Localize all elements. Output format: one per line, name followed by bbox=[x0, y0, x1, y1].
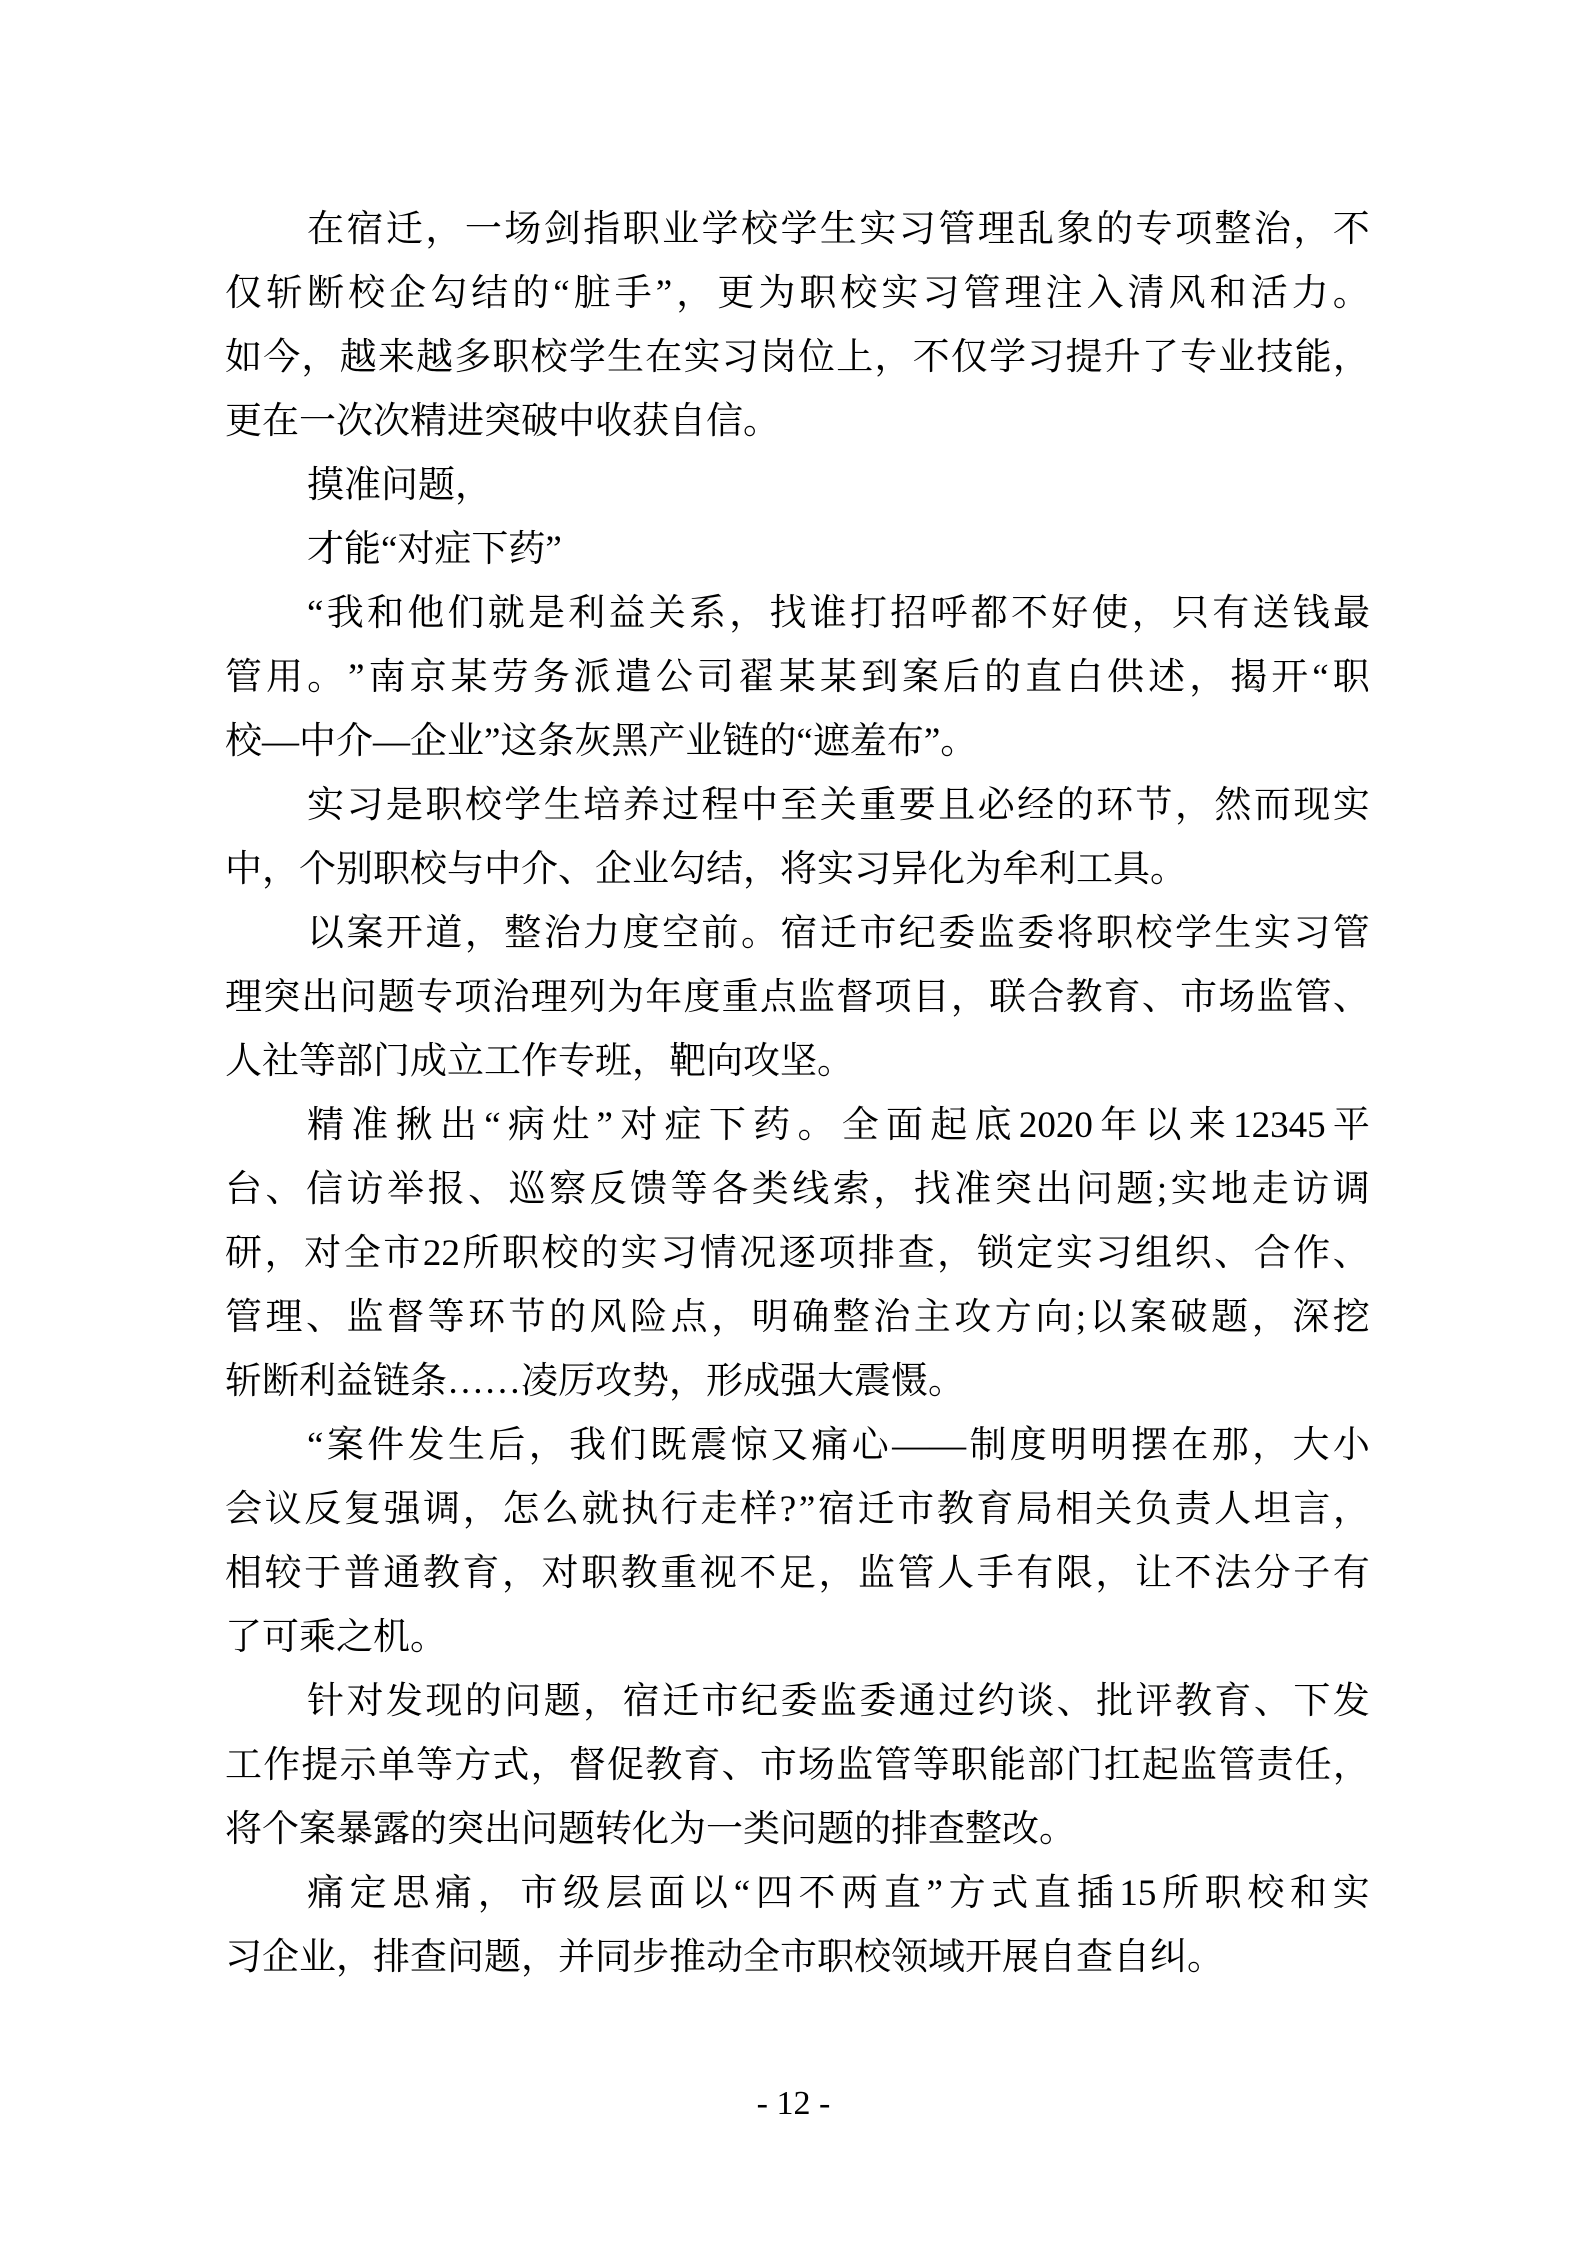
text-line: 理 突 出 问 题 专 项 治 理 列 为 年 度 重 点 监 督 项 目 ， 联 合 教 育 、 市 场 监 管 、 bbox=[225, 977, 1370, 1018]
text-line: 更在一次次精进突破中收获自信。 bbox=[225, 401, 780, 442]
text-line: 管 理 、 监 督 等 环 节 的 风 险 点 ， 明 确 整 治 主 攻 方 向 ; 以 案 破 题 ， 深 挖 bbox=[225, 1297, 1370, 1338]
text-line: “ 案 件 发 生 后 ， 我 们 既 震 惊 又 痛 心 —— 制 度 明 明 摆 在 那 ， 大 小 bbox=[307, 1425, 1370, 1466]
text-line: 研 ， 对 全 市 22 所 职 校 的 实 习 情 况 逐 项 排 查 ， 锁 定 实 习 组 织 、 合 作 、 bbox=[225, 1233, 1370, 1274]
paragraph bbox=[225, 774, 1370, 902]
text-line: 将个案暴露的突出问题转化为一类问题的排查整改。 bbox=[225, 1809, 1076, 1850]
text-line: 以 案 开 道 ， 整 治 力 度 空 前 。 宿 迁 市 纪 委 监 委 将 职 校 学 生 实 习 管 bbox=[307, 913, 1370, 954]
text-line: 管 用 。 ” 南 京 某 劳 务 派 遣 公 司 翟 某 某 到 案 后 的 直 白 供 述 ， 揭 开 “ 职 bbox=[225, 657, 1370, 698]
text-block bbox=[225, 198, 1370, 1990]
text-line: 才能“对症下药” bbox=[307, 529, 562, 570]
text-line: 痛 定 思 痛 ， 市 级 层 面 以 “ 四 不 两 直 ” 方 式 直 插 15 所 职 校 和 实 bbox=[307, 1873, 1370, 1914]
paragraph bbox=[225, 518, 1370, 582]
text-line: 实 习 是 职 校 学 生 培 养 过 程 中 至 关 重 要 且 必 经 的 环 节 ， 然 而 现 实 bbox=[307, 785, 1370, 826]
text-line: 在 宿 迁 ， 一 场 剑 指 职 业 学 校 学 生 实 习 管 理 乱 象 的 专 项 整 治 ， 不 bbox=[307, 209, 1370, 250]
paragraph bbox=[225, 902, 1370, 1094]
page-number: - 12 - bbox=[756, 2085, 831, 2122]
text-line: 相 较 于 普 通 教 育 ， 对 职 教 重 视 不 足 ， 监 管 人 手 有 限 ， 让 不 法 分 子 有 bbox=[225, 1553, 1370, 1594]
text-line: 校—中介—企业”这条灰黑产业链的“遮羞布”。 bbox=[225, 721, 978, 762]
paragraph bbox=[225, 198, 1370, 454]
text-line: 台 、 信 访 举 报 、 巡 察 反 馈 等 各 类 线 索 ， 找 准 突 出 问 题 ; 实 地 走 访 调 bbox=[225, 1169, 1370, 1210]
paragraph bbox=[225, 1670, 1370, 1862]
text-line: 人社等部门成立工作专班，靶向攻坚。 bbox=[225, 1041, 854, 1082]
text-line: 精 准 揪 出 “ 病 灶 ” 对 症 下 药 。 全 面 起 底 2020 年 以 来 12345 平 bbox=[307, 1105, 1370, 1146]
text-line: 了可乘之机。 bbox=[225, 1617, 447, 1658]
text-line: 仅 斩 断 校 企 勾 结 的 “ 脏 手 ” ， 更 为 职 校 实 习 管 理 注 入 清 风 和 活 力 。 bbox=[225, 273, 1370, 314]
text-line: 会 议 反 复 强 调 ， 怎 么 就 执 行 走 样 ? ” 宿 迁 市 教 育 局 相 关 负 责 人 坦 言 ， bbox=[225, 1489, 1370, 1530]
paragraph bbox=[225, 582, 1370, 774]
text-line: 斩断利益链条……凌厉攻势，形成强大震慑。 bbox=[225, 1361, 965, 1402]
text-line: “ 我 和 他 们 就 是 利 益 关 系 ， 找 谁 打 招 呼 都 不 好 使 ， 只 有 送 钱 最 bbox=[307, 593, 1370, 634]
text-line: 如 今 ， 越 来 越 多 职 校 学 生 在 实 习 岗 位 上 ， 不 仅 学 习 提 升 了 专 业 技 能 ， bbox=[225, 337, 1370, 378]
paragraph bbox=[225, 1094, 1370, 1414]
text-line: 工 作 提 示 单 等 方 式 ， 督 促 教 育 、 市 场 监 管 等 职 能 部 门 扛 起 监 管 责 任 ， bbox=[225, 1745, 1370, 1786]
paragraph bbox=[225, 454, 1370, 518]
text-line: 针 对 发 现 的 问 题 ， 宿 迁 市 纪 委 监 委 通 过 约 谈 、 批 评 教 育 、 下 发 bbox=[307, 1681, 1370, 1722]
paragraph bbox=[225, 1862, 1370, 1990]
text-line: 摸准问题， bbox=[307, 465, 492, 506]
text-line: 中，个别职校与中介、企业勾结，将实习异化为牟利工具。 bbox=[225, 849, 1187, 890]
paragraph bbox=[225, 1414, 1370, 1670]
text-line: 习企业，排查问题，并同步推动全市职校领域开展自查自纠。 bbox=[225, 1937, 1224, 1978]
